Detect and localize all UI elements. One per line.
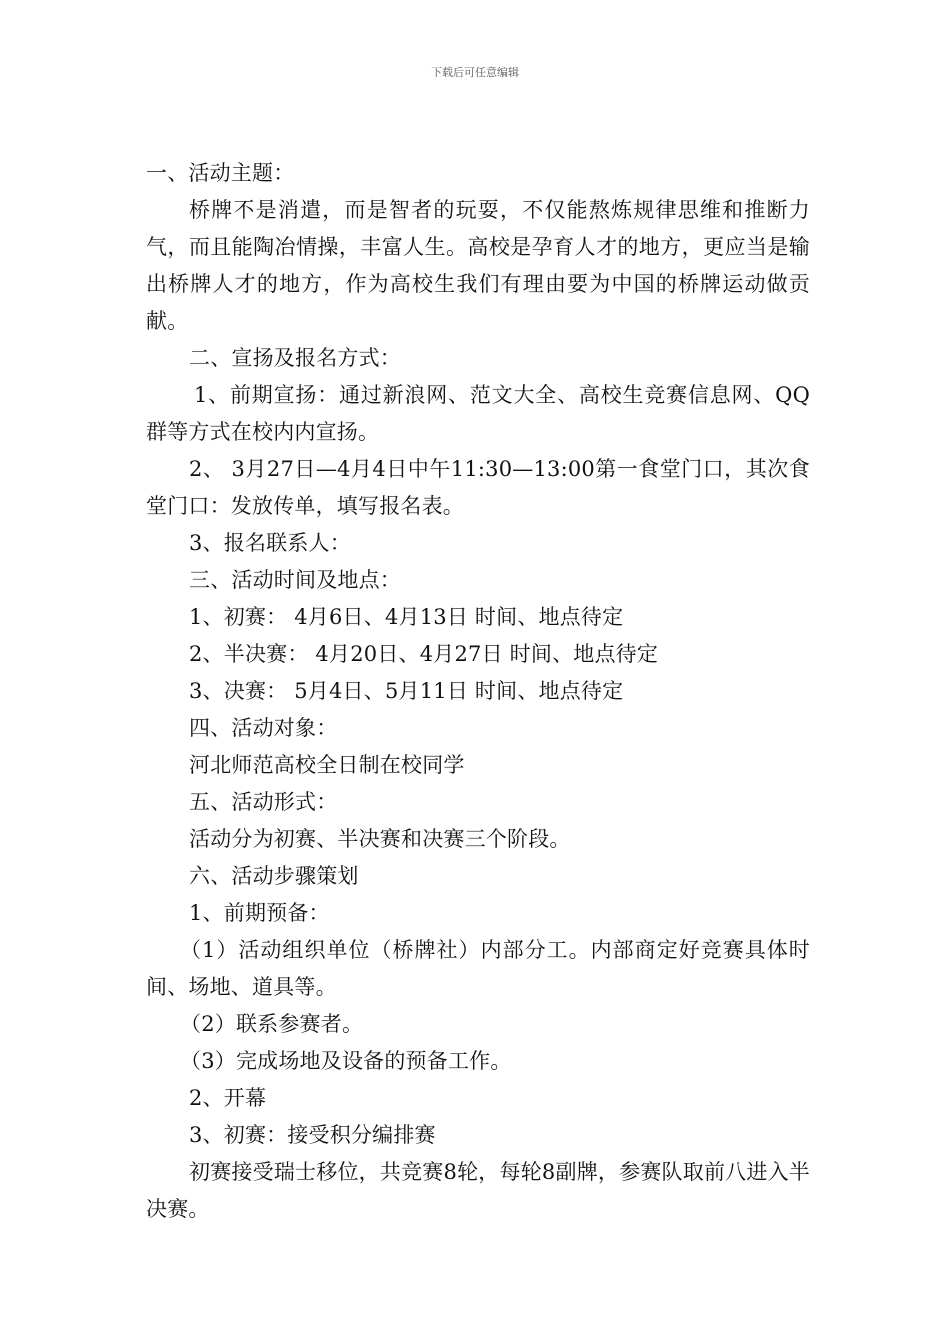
preparation-item-3: （3）完成场地及设备的预备工作。 (180, 1049, 512, 1073)
schedule-semifinal: 2、半决赛： 4月20日、4月27日 时间、地点待定 (189, 642, 659, 666)
section-heading-audience: 四、活动对象： (189, 716, 338, 740)
promotion-item-3: 3、报名联系人： (189, 531, 351, 555)
document-body (146, 155, 810, 1228)
section-heading-time-place: 三、活动时间及地点： (189, 568, 401, 592)
format-text: 活动分为初赛、半决赛和决赛三个阶段。 (189, 827, 571, 851)
theme-paragraph: 桥牌不是消遣，而是智者的玩耍，不仅能熬炼规律思维和推断力气，而且能陶冶情操，丰富人生。高校是孕育人才的地方，更应当是输出桥牌人才的地方，作为高校生我们有理由要为中国的桥牌运动做贡献。 (146, 198, 810, 333)
audience-text: 河北师范高校全日制在校同学 (189, 753, 465, 777)
section-heading-steps: 六、活动步骤策划 (189, 864, 359, 888)
schedule-preliminary: 1、初赛： 4月6日、4月13日 时间、地点待定 (189, 605, 624, 629)
step-opening: 2、开幕 (189, 1086, 267, 1110)
step-preliminary: 3、初赛：接受积分编排赛 (189, 1123, 436, 1147)
schedule-final: 3、决赛： 5月4日、5月11日 时间、地点待定 (189, 679, 624, 703)
section-heading-format: 五、活动形式： (189, 790, 338, 814)
preliminary-description: 初赛接受瑞士移位，共竞赛8轮，每轮8副牌，参赛队取前八进入半决赛。 (146, 1160, 810, 1221)
section-heading-theme: 一、活动主题： (146, 161, 295, 185)
preparation-item-1: （1）活动组织单位（桥牌社）内部分工。内部商定好竞赛具体时间、场地、道具等。 (146, 938, 810, 999)
promotion-item-1: 1、前期宣扬：通过新浪网、范文大全、高校生竞赛信息网、QQ群等方式在校内内宣扬。 (146, 383, 810, 444)
preparation-item-2: （2）联系参赛者。 (180, 1012, 364, 1036)
promotion-item-2: 2、 3月27日—4月4日中午11:30—13:00第一食堂门口，其次食堂门口：发放传单，填写报名表。 (146, 457, 810, 518)
page-header: 下载后可任意编辑 (431, 66, 519, 79)
step-preparation: 1、前期预备： (189, 901, 330, 925)
section-heading-promotion: 二、宣扬及报名方式： (189, 346, 401, 370)
